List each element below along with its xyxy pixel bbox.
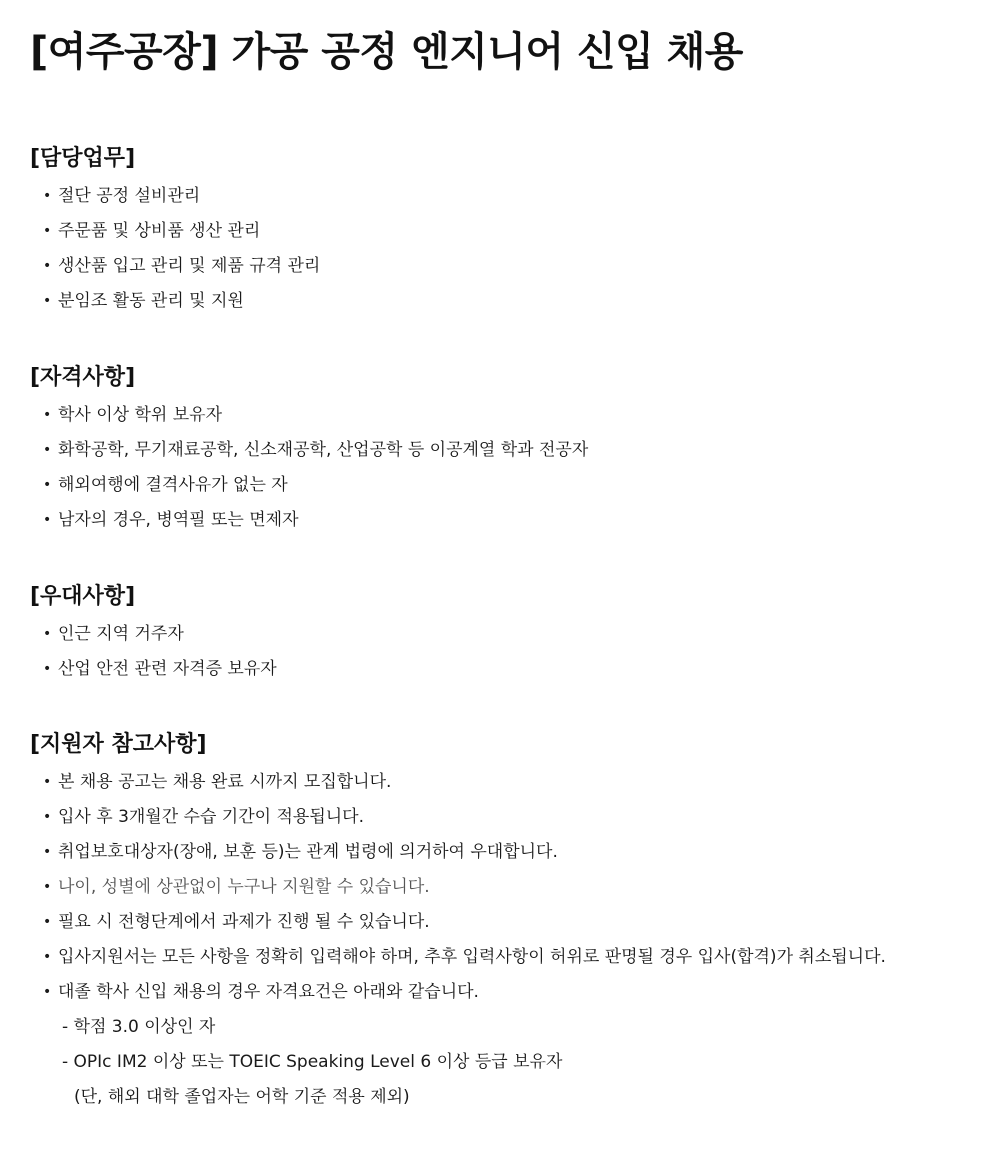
list-item: • 본 채용 공고는 채용 완료 시까지 모집합니다. xyxy=(30,765,961,800)
page-title: [여주공장] 가공 공정 엔지니어 신입 채용 xyxy=(30,29,743,75)
list-item: • 인근 지역 거주자 xyxy=(30,617,961,652)
list-item: • 필요 시 전형단계에서 과제가 진행 될 수 있습니다. xyxy=(30,905,961,940)
bullet-icon: • xyxy=(43,809,52,825)
applicant-notes-list xyxy=(30,765,961,1010)
list-item: • 화학공학, 무기재료공학, 신소재공학, 산업공학 등 이공계열 학과 전공자 xyxy=(30,433,961,468)
bullet-icon: • xyxy=(43,188,52,204)
list-item: • 나이, 성별에 상관없이 누구나 지원할 수 있습니다. xyxy=(30,870,961,905)
section-title: [담당업무] xyxy=(30,146,136,171)
sub-item-gpa: - 학점 3.0 이상인 자 xyxy=(62,1017,216,1037)
section-applicant-notes xyxy=(30,730,961,1115)
list-item: • 분임조 활동 관리 및 지원 xyxy=(30,284,961,319)
list-item: • 생산품 입고 관리 및 제품 규격 관리 xyxy=(30,249,961,284)
list-item: • 남자의 경우, 병역필 또는 면제자 xyxy=(30,503,961,538)
list-item: • 대졸 학사 신입 채용의 경우 자격요건은 아래와 같습니다. xyxy=(30,975,961,1010)
bullet-icon: • xyxy=(43,223,52,239)
preferred-list xyxy=(30,617,961,687)
sub-item-language: - OPIc IM2 이상 또는 TOEIC Speaking Level 6 이상 등급 보유자 xyxy=(62,1052,563,1072)
bullet-icon: • xyxy=(43,661,52,677)
bullet-icon: • xyxy=(43,477,52,493)
section-title: [자격사항] xyxy=(30,365,136,390)
bullet-icon: • xyxy=(43,512,52,528)
list-item: • 절단 공정 설비관리 xyxy=(30,179,961,214)
section-duties xyxy=(30,144,961,319)
list-item: • 학사 이상 학위 보유자 xyxy=(30,398,961,433)
bullet-icon: • xyxy=(43,844,52,860)
bullet-icon: • xyxy=(43,879,52,895)
bullet-icon: • xyxy=(43,914,52,930)
bullet-icon: • xyxy=(43,293,52,309)
list-item: • 주문품 및 상비품 생산 관리 xyxy=(30,214,961,249)
sub-note-exception: (단, 해외 대학 졸업자는 어학 기준 적용 제외) xyxy=(74,1087,410,1107)
section-title: [지원자 참고사항] xyxy=(30,732,207,757)
bullet-icon: • xyxy=(43,407,52,423)
bullet-icon: • xyxy=(43,626,52,642)
section-title: [우대사항] xyxy=(30,584,136,609)
bullet-icon: • xyxy=(43,442,52,458)
bullet-icon: • xyxy=(43,774,52,790)
section-qualifications xyxy=(30,363,961,538)
bullet-icon: • xyxy=(43,949,52,965)
section-preferred xyxy=(30,582,961,687)
list-item: • 입사 후 3개월간 수습 기간이 적용됩니다. xyxy=(30,800,961,835)
list-item: • 입사지원서는 모든 사항을 정확히 입력해야 하며, 추후 입력사항이 허위로 판명될 경우 입사(합격)가 취소됩니다. xyxy=(30,940,961,975)
bullet-icon: • xyxy=(43,258,52,274)
list-item: • 해외여행에 결격사유가 없는 자 xyxy=(30,468,961,503)
list-item: • 취업보호대상자(장애, 보훈 등)는 관계 법령에 의거하여 우대합니다. xyxy=(30,835,961,870)
bullet-icon: • xyxy=(43,984,52,1000)
job-posting xyxy=(30,22,961,1107)
qualifications-list xyxy=(30,398,961,538)
list-item: • 산업 안전 관련 자격증 보유자 xyxy=(30,652,961,687)
duties-list xyxy=(30,179,961,319)
